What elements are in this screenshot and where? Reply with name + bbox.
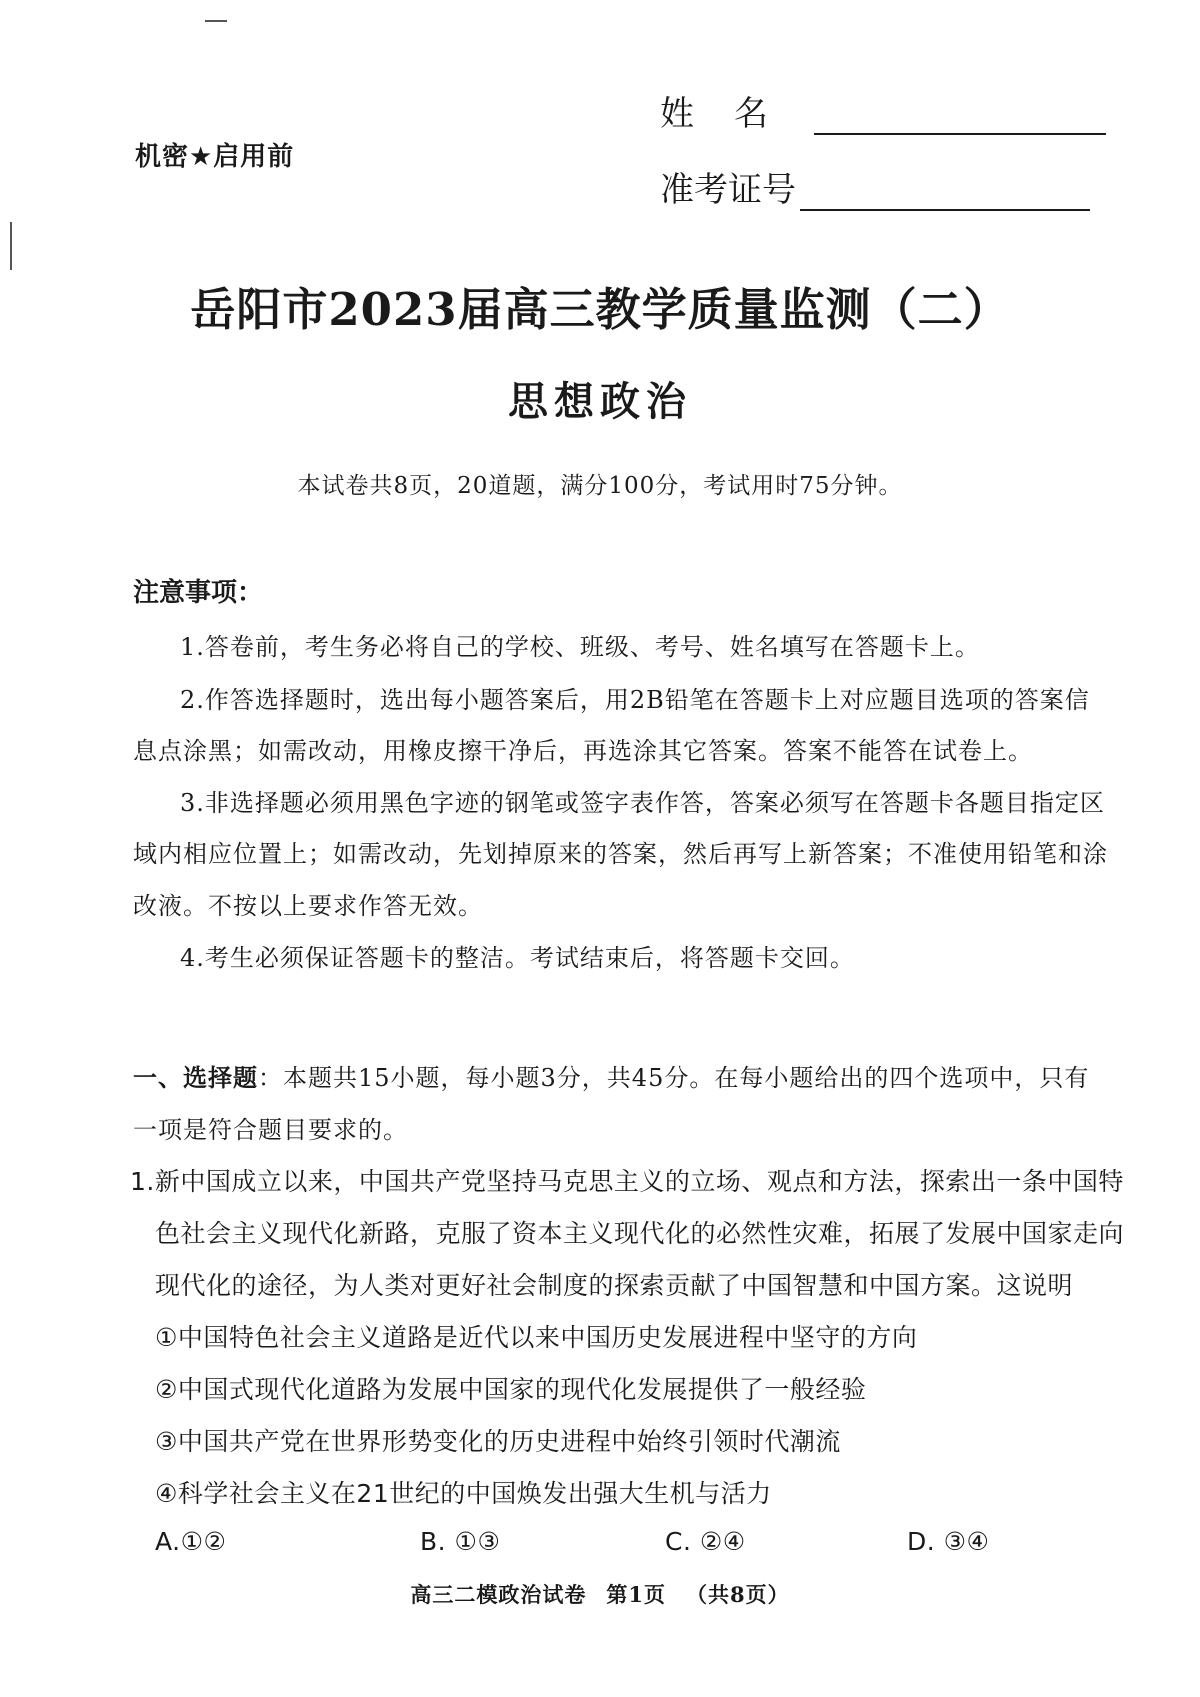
name-blank-line[interactable] bbox=[814, 97, 1106, 135]
note-line: 4.考生必须保证答题卡的整洁。考试结束后，将答题卡交回。 bbox=[180, 944, 855, 972]
note-line: 1.答卷前，考生务必将自己的学校、班级、考号、姓名填写在答题卡上。 bbox=[180, 633, 980, 661]
option-b: B. ①③ bbox=[420, 1527, 501, 1556]
page-footer bbox=[0, 1579, 1200, 1609]
exam-id-label: 准考证号 bbox=[660, 170, 796, 210]
footer-total: （共8页） bbox=[686, 1582, 790, 1607]
exam-title: 岳阳市2023届高三教学质量监测（二） bbox=[190, 283, 1010, 336]
scan-artifact-left bbox=[10, 222, 12, 270]
notes-heading: 注意事项： bbox=[133, 578, 264, 608]
name-label: 姓名 bbox=[660, 94, 808, 134]
option-d: D. ③④ bbox=[907, 1527, 990, 1556]
classification-label: 机密★启用前 bbox=[135, 142, 295, 172]
question-stem-line: 现代化的途径，为人类对更好社会制度的探索贡献了中国智慧和中国方案。这说明 bbox=[155, 1271, 1074, 1300]
note-line: 3.非选择题必须用黑色字迹的钢笔或签字表作答，答案必须写在答题卡各题目指定区 bbox=[180, 789, 1105, 817]
note-line: 息点涂黑；如需改动，用橡皮擦干净后，再选涂其它答案。答案不能答在试卷上。 bbox=[133, 737, 1033, 765]
section-heading bbox=[133, 1058, 1089, 1093]
scan-artifact-top bbox=[205, 20, 227, 22]
question-statement: ③中国共产党在世界形势变化的历史进程中始终引领时代潮流 bbox=[155, 1427, 841, 1456]
option-a: A.①② bbox=[155, 1527, 227, 1556]
question-stem-line: 色社会主义现代化新路，克服了资本主义现代化的必然性灾难，拓展了发展中国家走向 bbox=[155, 1219, 1125, 1248]
exam-info: 本试卷共8页，20道题，满分100分，考试用时75分钟。 bbox=[297, 473, 903, 499]
exam-id-field bbox=[660, 162, 1090, 211]
section-label: 一、选择题 bbox=[133, 1063, 258, 1092]
question-statement: ④科学社会主义在21世纪的中国焕发出强大生机与活力 bbox=[155, 1479, 772, 1508]
footer-title: 高三二模政治试卷 bbox=[410, 1582, 587, 1607]
exam-id-blank-line[interactable] bbox=[800, 173, 1090, 211]
section-description: ：本题共15小题，每小题3分，共45分。在每小题给出的四个选项中，只有 bbox=[258, 1064, 1090, 1092]
subject-title: 思想政治 bbox=[508, 379, 692, 425]
question-stem-line: 1.新中国成立以来，中国共产党坚持马克思主义的立场、观点和方法，探索出一条中国特 bbox=[130, 1167, 1124, 1196]
question-statement: ②中国式现代化道路为发展中国家的现代化发展提供了一般经验 bbox=[155, 1375, 867, 1404]
note-line: 2.作答选择题时，选出每小题答案后，用2B铅笔在答题卡上对应题目选项的答案信 bbox=[180, 686, 1090, 714]
question-statement: ①中国特色社会主义道路是近代以来中国历史发展进程中坚守的方向 bbox=[155, 1323, 918, 1352]
option-c: C. ②④ bbox=[665, 1527, 746, 1556]
footer-page: 第1页 bbox=[606, 1582, 666, 1607]
note-line: 改液。不按以上要求作答无效。 bbox=[133, 892, 483, 920]
name-field bbox=[660, 86, 1106, 135]
note-line: 域内相应位置上；如需改动，先划掉原来的答案，然后再写上新答案；不准使用铅笔和涂 bbox=[133, 840, 1108, 868]
section-description-cont: 一项是符合题目要求的。 bbox=[133, 1116, 408, 1144]
